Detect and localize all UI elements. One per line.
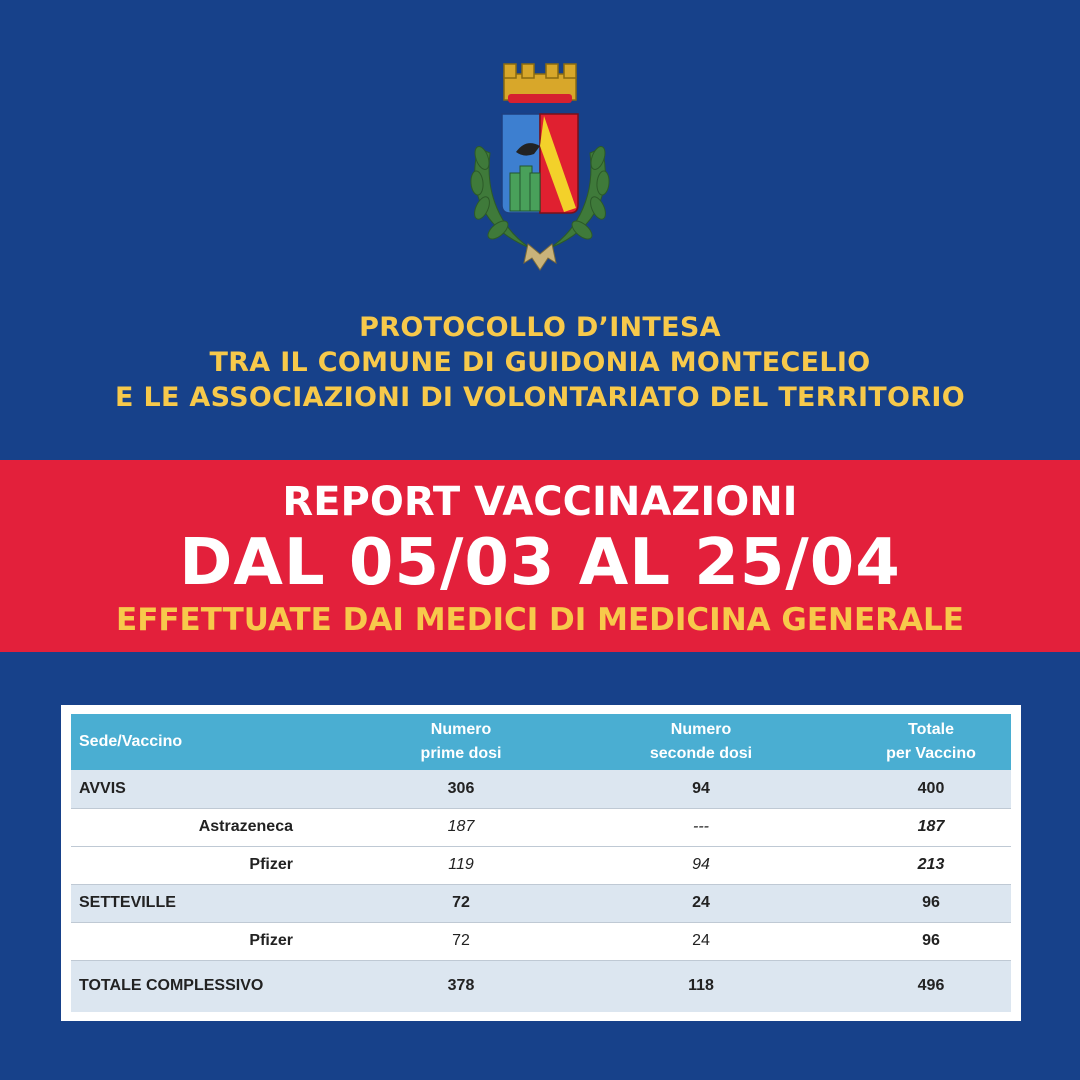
cell-first-doses: 72 (452, 894, 470, 911)
cell-total: 400 (917, 779, 945, 797)
header-first-doses: Numero prime dosi (420, 721, 502, 762)
vaccination-table-card (61, 705, 1021, 1021)
cell-first-doses: 306 (447, 779, 475, 797)
table-row (71, 884, 1011, 922)
report-subtitle: EFFETTUATE DAI MEDICI DI MEDICINA GENERALE (116, 602, 964, 638)
cell-second-doses: 94 (692, 856, 710, 873)
row-label: TOTALE COMPLESSIVO (79, 977, 264, 995)
table-row-grand-total (71, 960, 1011, 1012)
row-label: AVVIS (79, 779, 126, 797)
cell-second-doses: 24 (692, 932, 710, 949)
agreement-title-line-1: PROTOCOLLO D’INTESA (359, 312, 721, 343)
cell-first-doses: 378 (447, 977, 475, 995)
table-row (71, 808, 1011, 846)
header-second-doses: Numero seconde dosi (649, 721, 753, 762)
cell-total: 496 (917, 977, 945, 995)
cell-second-doses: 94 (692, 779, 710, 797)
row-label: Pfizer (249, 856, 293, 873)
report-date-range: DAL 05/03 AL 25/04 (179, 526, 901, 600)
cell-total: 213 (917, 856, 945, 873)
table-row (71, 846, 1011, 884)
cell-first-doses: 187 (447, 818, 475, 835)
table-row (71, 770, 1011, 808)
cell-second-doses: 118 (688, 977, 714, 995)
cell-first-doses: 119 (448, 856, 474, 873)
table-row (71, 922, 1011, 960)
header-total-per-vaccine: Totale per Vaccino (886, 721, 976, 762)
row-label: Astrazeneca (198, 818, 293, 835)
agreement-title-line-3: E LE ASSOCIAZIONI DI VOLONTARIATO DEL TERRITORIO (115, 382, 965, 413)
agreement-title-line-2: TRA IL COMUNE DI GUIDONIA MONTECELIO (209, 347, 871, 378)
cell-first-doses: 72 (452, 932, 470, 949)
cell-second-doses: 24 (692, 894, 710, 911)
agreement-title (0, 310, 1080, 415)
row-label: SETTEVILLE (79, 894, 176, 911)
cell-total: 96 (922, 932, 940, 949)
vaccination-table (71, 714, 1011, 1012)
report-banner (0, 460, 1080, 652)
cell-total: 96 (922, 894, 940, 911)
cell-total: 187 (917, 818, 945, 835)
table-header-row (71, 714, 1011, 770)
report-title: REPORT VACCINAZIONI (282, 479, 798, 525)
row-label: Pfizer (249, 932, 293, 949)
crest-emblem-icon (460, 58, 620, 273)
cell-second-doses: --- (693, 818, 709, 835)
header-location-vaccine: Sede/Vaccino (79, 733, 183, 750)
municipal-crest (460, 58, 620, 273)
